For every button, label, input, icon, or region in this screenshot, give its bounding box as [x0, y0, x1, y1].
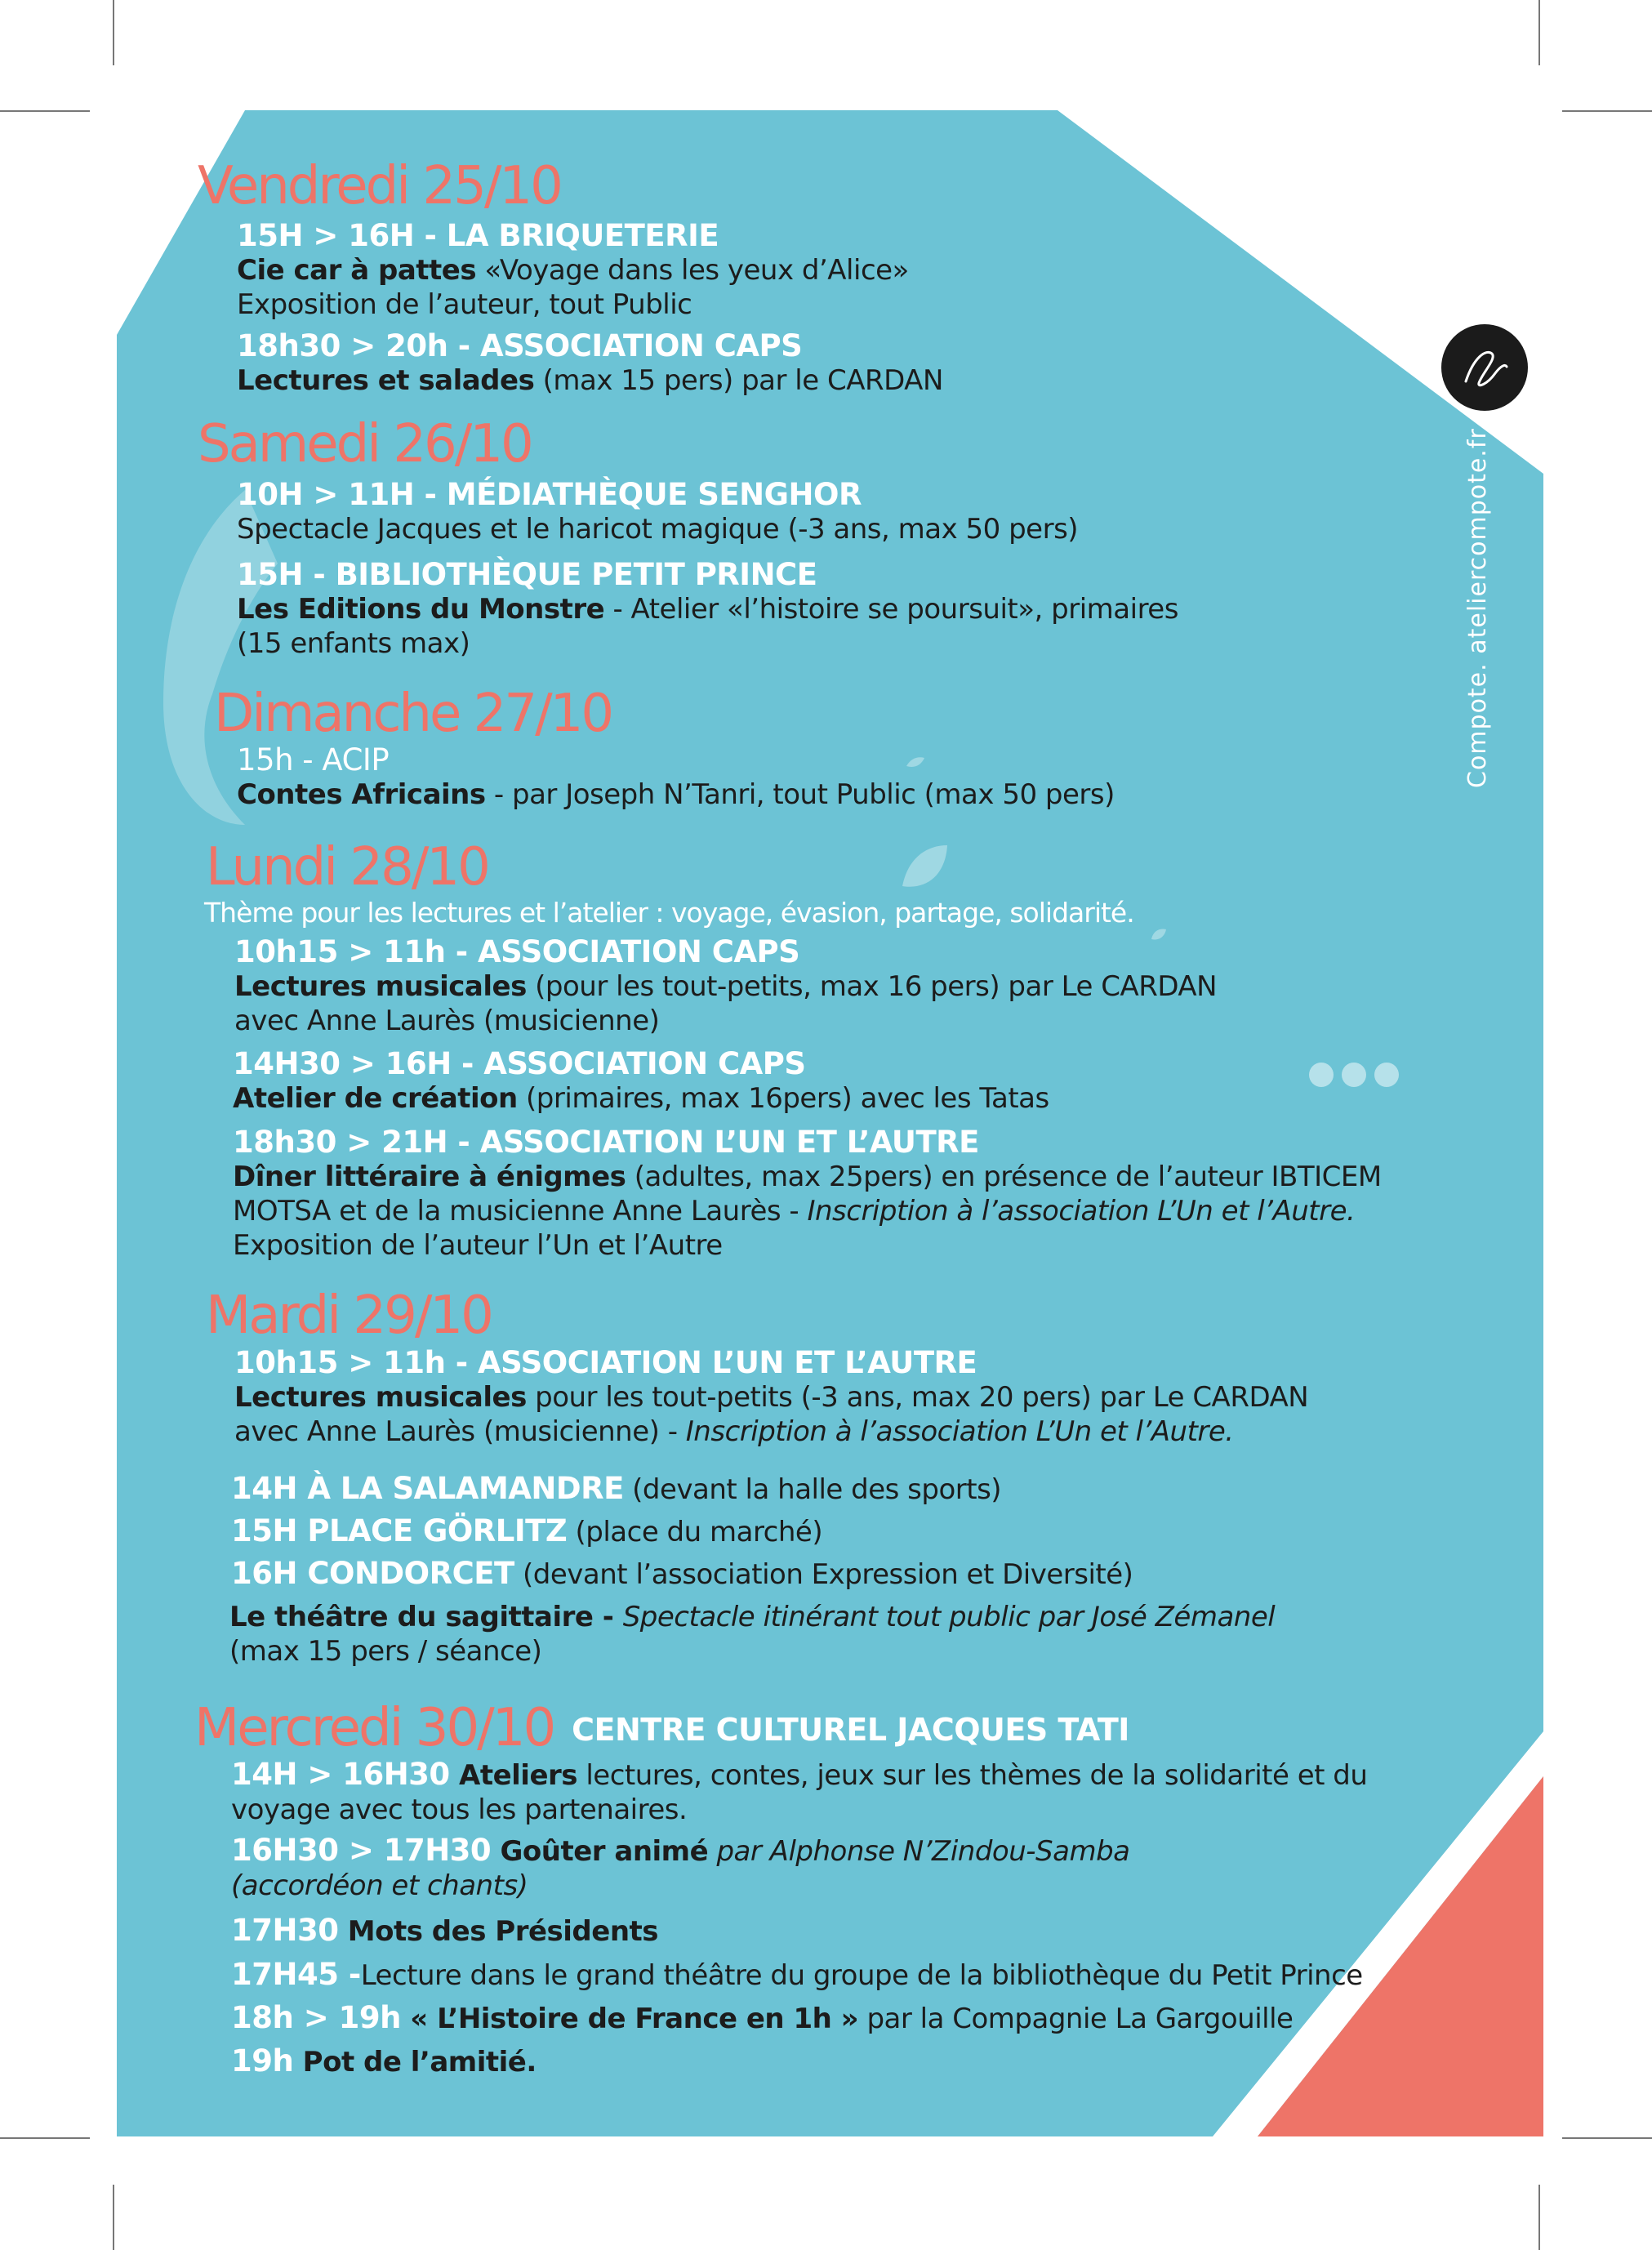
event-block [231, 1557, 1133, 1592]
text-run: avec Anne Laurès (musicienne) [234, 1005, 660, 1037]
event-line [231, 2044, 537, 2079]
text-run: 17H30 [231, 1913, 339, 1948]
event-line [237, 592, 1178, 626]
event-block [233, 1047, 1049, 1116]
event-line [231, 1914, 658, 1949]
event-block [233, 1125, 1382, 1263]
event-block [231, 1833, 1130, 1903]
event-line [231, 1793, 1367, 1827]
event-line [237, 777, 1115, 812]
text-run: Pot de l’amitié. [293, 2046, 537, 2078]
event-heading: 10h15 > 11h - ASSOCIATION CAPS [234, 934, 800, 969]
event-line [231, 1557, 1133, 1592]
text-run: (15 enfants max) [237, 627, 470, 660]
event-line [237, 287, 909, 322]
text-run: - Atelier «l’histoire se poursuit», primaires [604, 593, 1178, 626]
event-line [237, 512, 1078, 546]
text-run: Lectures et salades [237, 364, 535, 397]
event-line [237, 626, 1178, 661]
event-line [229, 1634, 1275, 1669]
text-run: 17H45 - [231, 1957, 361, 1992]
day-title-text: Mardi 29/10 [206, 1285, 492, 1346]
text-run: (primaires, max 16pers) avec les Tatas [517, 1082, 1049, 1115]
event-line [237, 253, 909, 287]
day-title-text: Samedi 26/10 [198, 414, 532, 475]
text-run: par la Compagnie La Gargouille [858, 2003, 1294, 2035]
text-run: (max 15 pers) par le CARDAN [534, 364, 943, 397]
text-run: Exposition de l’auteur, tout Public [237, 288, 692, 321]
text-run: Lectures musicales [234, 1381, 527, 1414]
text-run: 14H > 16H30 [231, 1757, 450, 1792]
event-heading: 18h30 > 20h - ASSOCIATION CAPS [237, 328, 803, 363]
event-heading: 15H - BIBLIOTHÈQUE PETIT PRINCE [237, 557, 817, 592]
event-line [231, 1958, 1363, 1993]
text-run: Le théâtre du sagittaire - [229, 1601, 623, 1633]
event-line [234, 969, 1217, 1004]
text-run: MOTSA et de la musicienne Anne Laurès - [233, 1195, 808, 1227]
day-title [214, 684, 612, 743]
event-block [231, 1958, 1363, 1993]
venue-heading: CENTRE CULTUREL JACQUES TATI [572, 1712, 1129, 1748]
text-run: pour les tout-petits (-3 ans, max 20 pers) par Le CARDAN [526, 1381, 1309, 1414]
day-title-text: Mercredi 30/10 [194, 1698, 554, 1758]
event-block [229, 1600, 1275, 1669]
event-block [231, 1472, 1001, 1507]
text-run: (max 15 pers / séance) [229, 1635, 542, 1668]
text-run: Spectacle itinérant tout public par José Zémanel [622, 1601, 1276, 1633]
event-heading: 14H30 > 16H - ASSOCIATION CAPS [233, 1046, 806, 1081]
event-block [231, 1914, 658, 1949]
day-title [194, 1699, 1129, 1759]
side-credit-text: Compote. ateliercompote.fr [1463, 428, 1492, 788]
event-line [233, 1228, 1382, 1263]
event-block [237, 478, 1078, 546]
text-run: avec Anne Laurès (musicienne) - [234, 1415, 686, 1448]
text-run: Les Editions du Monstre [237, 593, 605, 626]
event-block [234, 935, 1217, 1038]
event-line [231, 1514, 822, 1549]
day-title [198, 157, 561, 216]
event-line [229, 1600, 1275, 1634]
day-title [198, 415, 532, 474]
text-run: 15H PLACE GÖRLITZ [231, 1513, 568, 1548]
text-run: Contes Africains [237, 778, 486, 811]
text-run: Atelier de création [233, 1082, 518, 1115]
theme-note: Thème pour les lectures et l’atelier : voyage, évasion, partage, solidarité. [204, 897, 1134, 929]
text-run: « L’Histoire de France en 1h » [400, 2003, 859, 2035]
event-line [233, 1081, 1049, 1116]
event-line [231, 1758, 1367, 1793]
text-run: 18h > 19h [231, 2000, 401, 2035]
event-heading: 15h - ACIP [237, 742, 390, 777]
text-run: (pour les tout-petits, max 16 pers) par Le CARDAN [526, 970, 1218, 1003]
text-run: 16H30 > 17H30 [231, 1833, 492, 1868]
event-block [234, 1346, 1308, 1449]
text-run: Inscription à l’association L’Un et l’Autre. [807, 1195, 1356, 1227]
day-title-text: Dimanche 27/10 [214, 684, 612, 744]
event-line [234, 1380, 1308, 1415]
text-run: Spectacle Jacques et le haricot magique (-3 ans, max 50 pers) [237, 513, 1079, 546]
event-block [237, 219, 909, 322]
text-run: par Alphonse N’Zindou-Samba [708, 1835, 1130, 1868]
day-title [206, 1286, 492, 1345]
text-run: (accordéon et chants) [231, 1869, 528, 1902]
event-block [231, 2001, 1293, 2036]
day-title [206, 838, 488, 897]
event-line [231, 1833, 1130, 1869]
text-run: Cie car à pattes [237, 254, 477, 287]
text-run: Dîner littéraire à énigmes [233, 1161, 626, 1193]
event-line [231, 1472, 1001, 1507]
text-run: (devant la halle des sports) [623, 1473, 1002, 1506]
event-line [237, 363, 943, 398]
day-title-text: Vendredi 25/10 [198, 156, 561, 216]
day-title-text: Lundi 28/10 [206, 837, 488, 898]
text-run: Exposition de l’auteur l’Un et l’Autre [233, 1229, 723, 1262]
text-run: Inscription à l’association L’Un et l’Autre. [685, 1415, 1234, 1448]
text-run: (place du marché) [567, 1516, 823, 1548]
text-run: voyage avec tous les partenaires. [231, 1793, 688, 1826]
text-run: Lecture dans le grand théâtre du groupe de la bibliothèque du Petit Prince [360, 1959, 1363, 1992]
event-heading: 15H > 16H - LA BRIQUETERIE [237, 218, 719, 253]
event-line [231, 1869, 1130, 1903]
event-block [237, 558, 1178, 661]
text-run: Mots des Présidents [338, 1915, 659, 1948]
event-line [233, 1194, 1382, 1228]
text-run: «Voyage dans les yeux d’Alice» [476, 254, 909, 287]
text-run: - par Joseph N’Tanri, tout Public (max 50 pers) [485, 778, 1115, 811]
event-heading: 10H > 11H - MÉDIATHÈQUE SENGHOR [237, 477, 862, 512]
text-run: 19h [231, 2043, 294, 2078]
event-line [234, 1415, 1308, 1449]
text-run: (devant l’association Expression et Diversité) [514, 1558, 1133, 1591]
text-run: Ateliers [449, 1759, 578, 1792]
event-block [231, 1514, 822, 1549]
text-run: Lectures musicales [234, 970, 527, 1003]
text-run: lectures, contes, jeux sur les thèmes de la solidarité et du [577, 1759, 1368, 1792]
event-line [231, 2001, 1293, 2036]
event-block [237, 329, 943, 398]
event-heading: 10h15 > 11h - ASSOCIATION L’UN ET L’AUTRE [234, 1345, 977, 1380]
text-run: 16H CONDORCET [231, 1556, 514, 1591]
event-heading: 18h30 > 21H - ASSOCIATION L’UN ET L’AUTRE [233, 1125, 979, 1160]
event-block [231, 1758, 1367, 1827]
event-line [234, 1004, 1217, 1038]
event-line [233, 1160, 1382, 1194]
text-run: (adultes, max 25pers) en présence de l’auteur IBTICEM [626, 1161, 1382, 1193]
text-run: 14H À LA SALAMANDRE [231, 1471, 624, 1506]
text-run: Goûter animé [491, 1835, 709, 1868]
event-block [237, 743, 1115, 812]
event-block [231, 2044, 537, 2079]
